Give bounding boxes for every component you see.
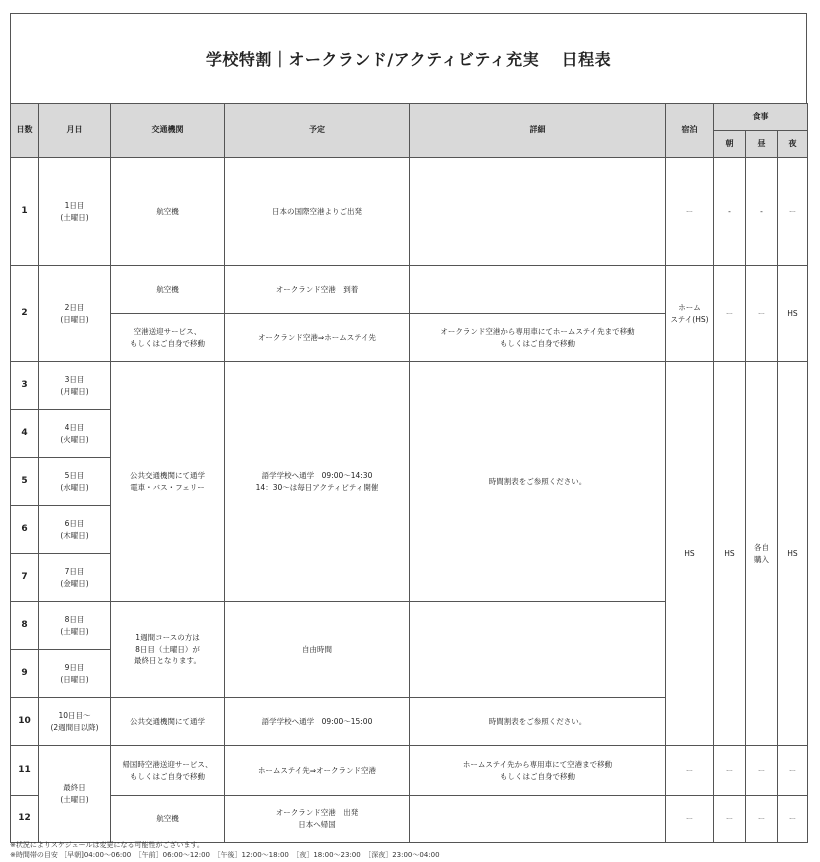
date-cell: 4日目 (火曜日) [39, 410, 111, 458]
breakfast-cell: - [714, 158, 746, 266]
plan-cell: 語学学校へ通学 09:00～15:00 [225, 698, 410, 746]
plan-cell: 日本の国際空港よりご出発 [225, 158, 410, 266]
dinner-cell: ー [778, 158, 808, 266]
schedule-sheet [10, 13, 807, 843]
day-number: 8 [11, 602, 39, 650]
date-cell: 6日目 (木曜日) [39, 506, 111, 554]
plan-cell: ホームステイ先⇒オークランド空港 [225, 746, 410, 796]
lunch-cell: - [746, 158, 778, 266]
details-cell [410, 796, 666, 843]
details-cell: オークランド空港から専用車にてホームステイ先まで移動 もしくはご自身で移動 [410, 314, 666, 362]
dinner-cell: HS [778, 266, 808, 362]
transport-cell: 1週間コースの方は 8日目（土曜日）が 最終日となります。 [111, 602, 225, 698]
header-row [11, 104, 808, 131]
table-row-day1 [11, 158, 808, 266]
date-cell: 1日目 (土曜日) [39, 158, 111, 266]
details-cell [410, 266, 666, 314]
dinner-cell: ー [778, 746, 808, 796]
lodging-cell: HS [666, 362, 714, 746]
lodging-cell: ホーム ステイ(HS) [666, 266, 714, 362]
date-cell: 最終日 (土曜日) [39, 746, 111, 843]
lunch-cell: ー [746, 796, 778, 843]
header-meals: 食事 [714, 104, 808, 131]
date-cell: 9日目 (日曜日) [39, 650, 111, 698]
lodging-cell: ー [666, 158, 714, 266]
date-cell: 5日目 (水曜日) [39, 458, 111, 506]
footnote-schedule-change: ※状況によりスケジュールは変更になる可能性がございます。 [10, 841, 204, 849]
lodging-cell: ー [666, 746, 714, 796]
table-row-day12 [11, 796, 808, 843]
details-cell [410, 158, 666, 266]
header-details: 詳細 [410, 104, 666, 158]
date-cell: 7日目 (金曜日) [39, 554, 111, 602]
date-cell: 10日目～ (2週間目以降) [39, 698, 111, 746]
transport-cell: 公共交通機関にて通学 [111, 698, 225, 746]
schedule-table [10, 103, 808, 843]
dinner-cell: HS [778, 362, 808, 746]
plan-cell: オークランド空港⇒ホームステイ先 [225, 314, 410, 362]
day-number: 11 [11, 746, 39, 796]
plan-cell: 自由時間 [225, 602, 410, 698]
page-title: 学校特割｜オークランド/アクティビティ充実 日程表 [10, 13, 807, 103]
transport-cell: 航空機 [111, 158, 225, 266]
lunch-cell: ー [746, 746, 778, 796]
date-cell: 8日目 (土曜日) [39, 602, 111, 650]
dinner-cell: ー [778, 796, 808, 843]
details-cell: ホームステイ先から専用車にて空港まで移動 もしくはご自身で移動 [410, 746, 666, 796]
header-dinner: 夜 [778, 131, 808, 158]
breakfast-cell: HS [714, 362, 746, 746]
transport-cell: 公共交通機関にて通学 電車・バス・フェリー [111, 362, 225, 602]
plan-cell: オークランド空港 出発 日本へ帰国 [225, 796, 410, 843]
header-date: 月日 [39, 104, 111, 158]
transport-cell: 航空機 [111, 796, 225, 843]
footnote-time-guide: ※時間帯の目安 ［早朝]04:00～06:00 ［午前］06:00～12:00 ［午後］12:00～18:00 ［夜］18:00～23:00 ［深夜］23:00～04:00 [10, 851, 440, 859]
breakfast-cell: ー [714, 796, 746, 843]
day-number: 2 [11, 266, 39, 362]
transport-cell: 航空機 [111, 266, 225, 314]
day-number: 10 [11, 698, 39, 746]
day-number: 5 [11, 458, 39, 506]
header-breakfast: 朝 [714, 131, 746, 158]
date-cell: 2日目 (日曜日) [39, 266, 111, 362]
day-number: 1 [11, 158, 39, 266]
lodging-cell: ー [666, 796, 714, 843]
header-lodging: 宿泊 [666, 104, 714, 158]
day-number: 3 [11, 362, 39, 410]
breakfast-cell: ー [714, 746, 746, 796]
day-number: 4 [11, 410, 39, 458]
header-plan: 予定 [225, 104, 410, 158]
day-number: 9 [11, 650, 39, 698]
table-row-day3 [11, 362, 808, 410]
day-number: 7 [11, 554, 39, 602]
transport-cell: 帰国時空港送迎サービス、 もしくはご自身で移動 [111, 746, 225, 796]
details-cell [410, 602, 666, 698]
transport-cell: 空港送迎サービス、 もしくはご自身で移動 [111, 314, 225, 362]
day-number: 6 [11, 506, 39, 554]
details-cell: 時間割表をご参照ください。 [410, 698, 666, 746]
header-day: 日数 [11, 104, 39, 158]
plan-cell: 語学学校へ通学 09:00～14:30 14：30～は毎日アクティビティ開催 [225, 362, 410, 602]
header-transport: 交通機関 [111, 104, 225, 158]
plan-cell: オークランド空港 到着 [225, 266, 410, 314]
details-cell: 時間割表をご参照ください。 [410, 362, 666, 602]
lunch-cell: 各自 購入 [746, 362, 778, 746]
date-cell: 3日目 (月曜日) [39, 362, 111, 410]
table-row-day2a [11, 266, 808, 314]
header-lunch: 昼 [746, 131, 778, 158]
breakfast-cell: ー [714, 266, 746, 362]
day-number: 12 [11, 796, 39, 843]
lunch-cell: ー [746, 266, 778, 362]
table-row-day11 [11, 746, 808, 796]
